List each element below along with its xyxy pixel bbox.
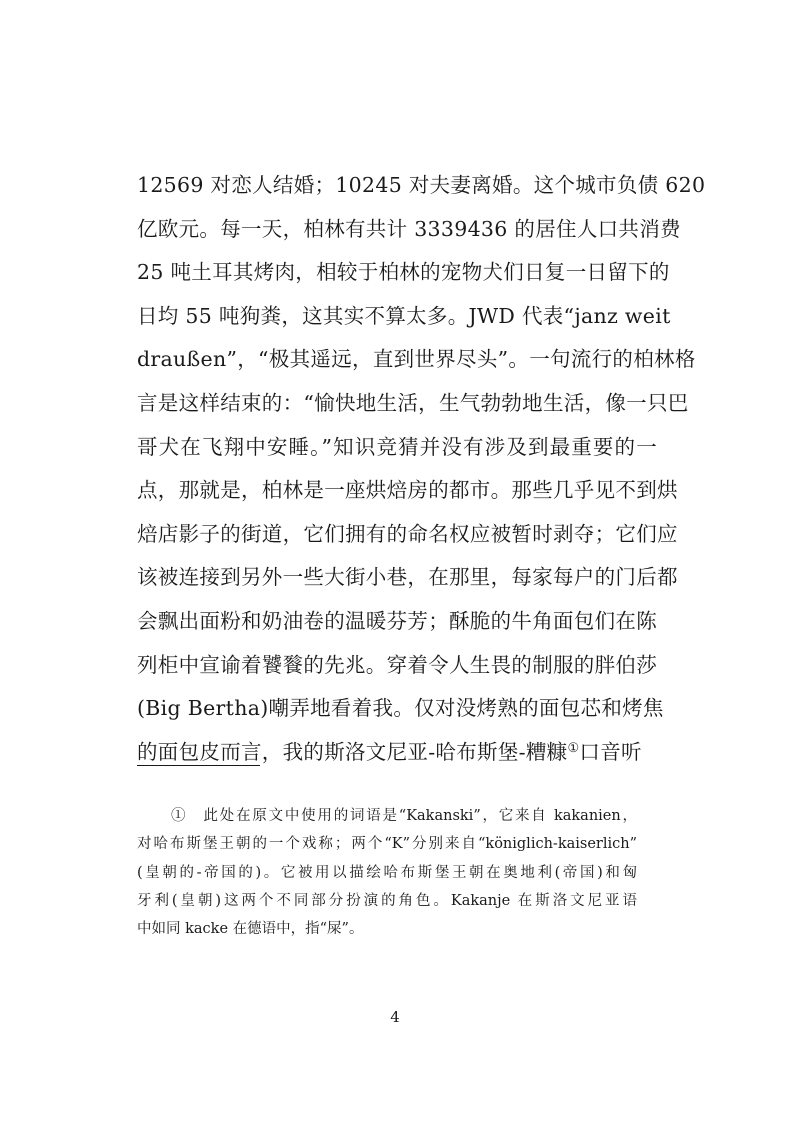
text-line-last: [137, 731, 657, 775]
text-line: 焙店影子的街道，它们拥有的命名权应被暂时剥夺；它们应: [137, 521, 678, 546]
footnote-reference[interactable]: ①: [567, 740, 580, 756]
text-line: 点，那就是，柏林是一座烘焙房的都市。那些几乎见不到烘: [137, 478, 678, 503]
text-line: 亿欧元。每一天，柏林有共计 3339436 的居住人口共消费: [137, 216, 681, 241]
footnote-line: 对哈布斯堡王朝的一个戏称；两个“K”分别来自“königlich-kaiserlich”: [137, 836, 637, 853]
text-line: 25 吨土耳其烤肉，相较于柏林的宠物犬们日复一日留下的: [137, 260, 670, 285]
text-line: 该被连接到另外一些大街小巷，在那里，每家每户的门后都: [137, 565, 678, 590]
text-line: 哥犬在飞翔中安睡。”知识竞猜并没有涉及到最重要的一: [137, 434, 657, 459]
footnote-line: 中如同 kacke 在德语中，指“屎”。: [137, 921, 364, 938]
footnote-divider: [137, 765, 260, 766]
main-text: [137, 164, 706, 774]
footnote: [137, 802, 637, 943]
last-line-tail: 口音听: [579, 739, 642, 764]
text-line: draußen”，“极其遥远，直到世界尽头”。一句流行的柏林格: [137, 347, 696, 372]
footnote-line: ① 此处在原文中使用的词语是“Kakanski”，它来自 kakanien，: [171, 808, 637, 824]
text-line: 言是这样结束的：“愉快地生活，生气勃勃地生活，像一只巴: [137, 390, 689, 415]
footnote-line: (皇朝的-帝国的)。它被用以描绘哈布斯堡王朝在奥地利(帝国)和匈: [137, 864, 637, 881]
last-line-text: 的面包皮而言，我的斯洛文尼亚-哈布斯堡-糟糠: [137, 739, 568, 764]
text-line: 会飘出面粉和奶油卷的温暖芬芳；酥脆的牛角面包们在陈: [137, 608, 657, 633]
footnote-line: 牙利(皇朝)这两个不同部分扮演的角色。Kakanje 在斯洛文尼亚语: [137, 892, 637, 909]
text-line: 12569 对恋人结婚；10245 对夫妻离婚。这个城市负债 620: [137, 173, 706, 197]
text-line: 列柜中宣谕着饕餮的先兆。穿着令人生畏的制服的胖伯莎: [137, 652, 657, 677]
page-number: 4: [390, 1008, 400, 1026]
text-line: (Big Bertha)嘲弄地看着我。仅对没烤熟的面包芯和烤焦: [137, 696, 664, 721]
text-line: 日均 55 吨狗粪，这其实不算太多。JWD 代表“janz weit: [137, 303, 671, 328]
